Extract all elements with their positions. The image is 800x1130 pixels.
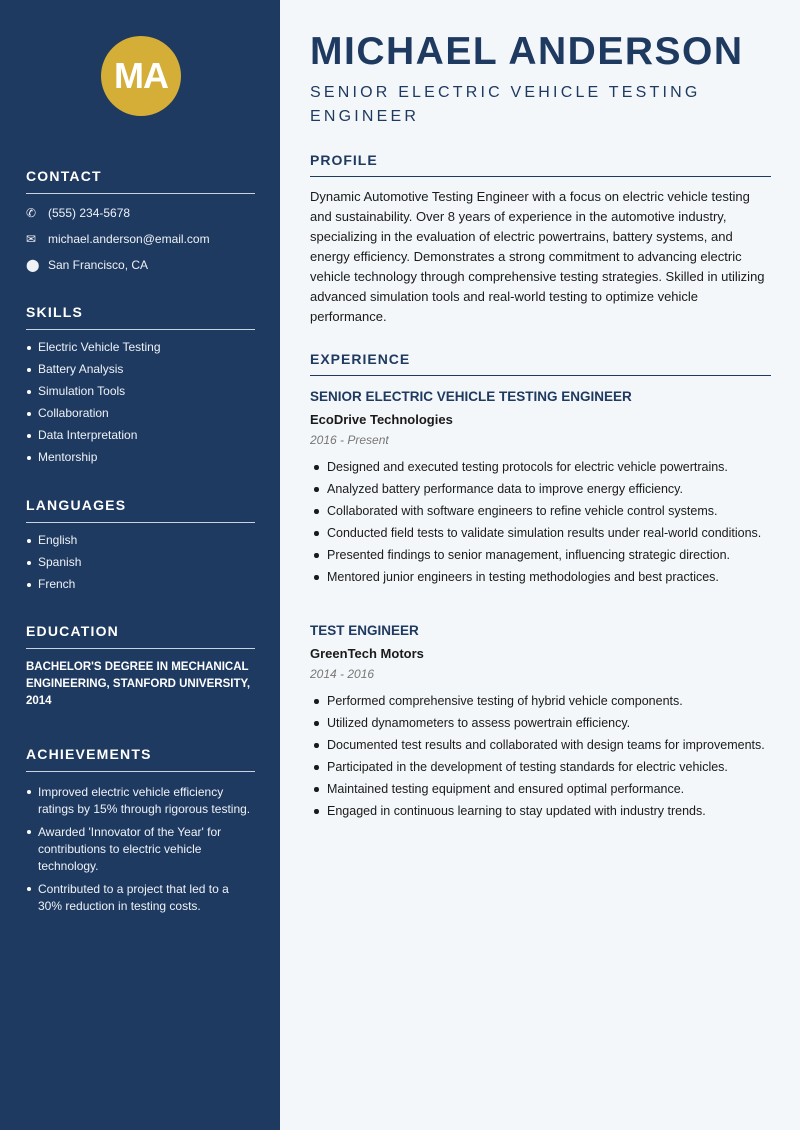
education-section — [26, 623, 255, 710]
contact-location — [26, 252, 255, 278]
language-item: Spanish — [26, 555, 255, 570]
job-dates: 2014 - 2016 — [310, 667, 375, 681]
achievements-section — [26, 746, 255, 921]
language-item: French — [26, 577, 255, 592]
education-heading: EDUCATION — [26, 623, 255, 649]
candidate-name: MICHAEL ANDERSON — [310, 30, 744, 73]
job-bullet: Performed comprehensive testing of hybrid vehicle components. — [310, 692, 771, 710]
languages-section — [26, 497, 255, 599]
location-text: San Francisco, CA — [48, 258, 149, 272]
skill-item: Electric Vehicle Testing — [26, 340, 255, 355]
profile-text: Dynamic Automotive Testing Engineer with a focus on electric vehicle testing and sustainability. Over 8 years of experience in the automotive industry, specializing in the evaluation of electric powertrains, battery systems, and energy efficiency. Demonstrates a strong commitment to advancing electric vehicle technology through comprehensive testing strategies. Skilled in utilizing advanced simulation tools and real-world testing to optimize vehicle performance. — [310, 189, 765, 324]
experience-heading: EXPERIENCE — [310, 351, 771, 376]
job-bullet: Utilized dynamometers to assess powertrain efficiency. — [310, 714, 771, 732]
achievement-item: Contributed to a project that led to a 30% reduction in testing costs. — [26, 881, 255, 915]
mail-icon: ✉ — [26, 232, 37, 246]
skills-section — [26, 304, 255, 472]
job-company: EcoDrive Technologies — [310, 412, 453, 427]
job-bullet: Participated in the development of testing standards for electric vehicles. — [310, 758, 771, 776]
contact-phone — [26, 200, 255, 226]
skill-item: Battery Analysis — [26, 362, 255, 377]
phone-icon: ✆ — [26, 206, 37, 220]
job-bullet: Maintained testing equipment and ensured optimal performance. — [310, 780, 771, 798]
achievement-item: Awarded 'Innovator of the Year' for contributions to electric vehicle technology. — [26, 824, 255, 875]
job-title: SENIOR ELECTRIC VEHICLE TESTING ENGINEER — [310, 389, 632, 404]
job-title: TEST ENGINEER — [310, 623, 419, 638]
contact-heading: CONTACT — [26, 168, 255, 194]
contact-section — [26, 168, 255, 278]
job-bullet: Engaged in continuous learning to stay updated with industry trends. — [310, 802, 771, 820]
achievements-heading: ACHIEVEMENTS — [26, 746, 255, 772]
skill-item: Collaboration — [26, 406, 255, 421]
candidate-title: SENIOR ELECTRIC VEHICLE TESTING ENGINEER — [310, 84, 701, 125]
job-entry — [310, 623, 771, 824]
achievement-item: Improved electric vehicle efficiency ratings by 15% through rigorous testing. — [26, 784, 255, 818]
job-bullet: Mentored junior engineers in testing methodologies and best practices. — [310, 568, 771, 586]
email-text: michael.anderson@email.com — [48, 232, 210, 246]
location-pin-icon: ⬤ — [26, 258, 40, 272]
job-bullet: Analyzed battery performance data to improve energy efficiency. — [310, 480, 771, 498]
skill-item: Data Interpretation — [26, 428, 255, 443]
job-bullet: Designed and executed testing protocols for electric vehicle powertrains. — [310, 458, 771, 476]
job-bullet: Presented findings to senior management, influencing strategic direction. — [310, 546, 771, 564]
job-company: GreenTech Motors — [310, 646, 424, 661]
job-bullet: Documented test results and collaborated with design teams for improvements. — [310, 736, 771, 754]
avatar: MA — [101, 36, 181, 116]
language-item: English — [26, 533, 255, 548]
education-text: BACHELOR'S DEGREE IN MECHANICAL ENGINEERING, STANFORD UNIVERSITY, 2014 — [26, 661, 251, 707]
sidebar — [0, 0, 280, 1130]
profile-heading: PROFILE — [310, 152, 771, 177]
job-dates: 2016 - Present — [310, 433, 389, 447]
phone-text: (555) 234-5678 — [48, 206, 131, 220]
skills-heading: SKILLS — [26, 304, 255, 330]
job-bullet: Conducted field tests to validate simulation results under real-world conditions. — [310, 524, 771, 542]
job-entry — [310, 389, 771, 590]
skill-item: Mentorship — [26, 450, 255, 465]
languages-heading: LANGUAGES — [26, 497, 255, 523]
job-bullet: Collaborated with software engineers to refine vehicle control systems. — [310, 502, 771, 520]
contact-email — [26, 226, 255, 252]
skill-item: Simulation Tools — [26, 384, 255, 399]
